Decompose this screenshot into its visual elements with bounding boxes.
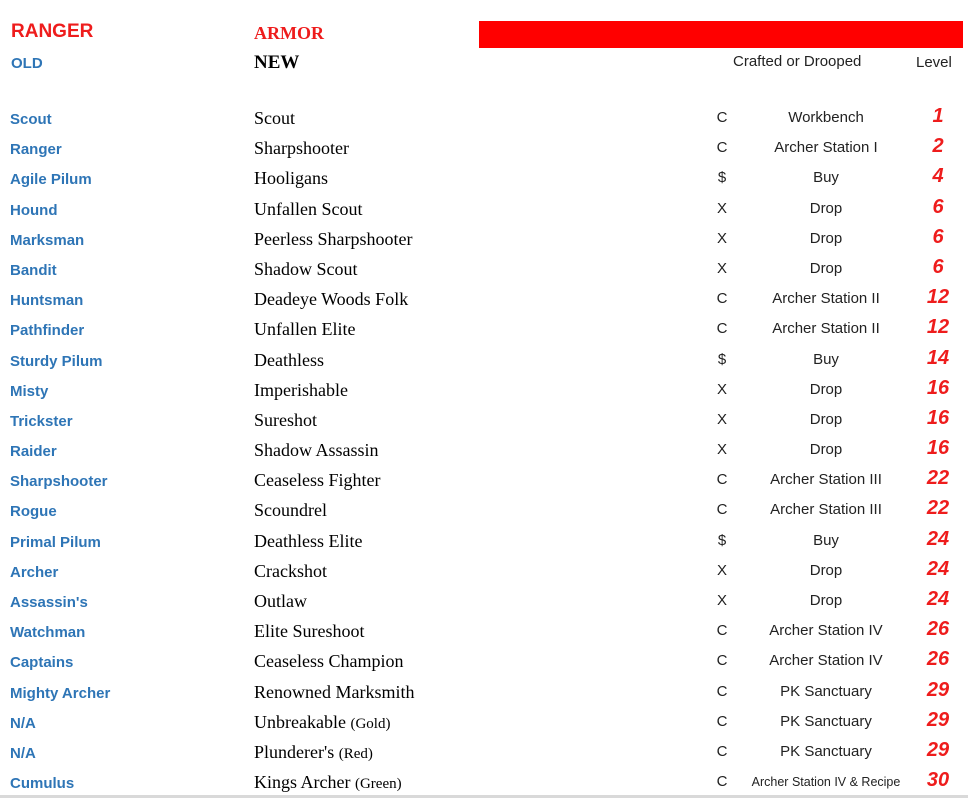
new-name-cell <box>254 772 402 793</box>
table-row <box>0 346 968 376</box>
old-name: Primal Pilum <box>10 533 101 551</box>
acquire-code: X <box>716 380 727 398</box>
new-name: Deathless <box>254 349 324 370</box>
color-variant: (Gold) <box>350 715 391 732</box>
required-level: 22 <box>926 467 950 490</box>
new-name: Imperishable <box>254 379 348 400</box>
new-name-cell <box>254 108 295 129</box>
acquire-source: Archer Station III <box>770 501 882 519</box>
acquire-source: Drop <box>809 229 843 247</box>
acquire-code: X <box>716 199 727 217</box>
table-row <box>0 738 968 768</box>
header-color-bar <box>479 21 963 48</box>
acquire-code: X <box>716 561 727 579</box>
table-row <box>0 617 968 647</box>
required-level: 26 <box>926 648 950 671</box>
table-row <box>0 557 968 587</box>
table-row <box>0 195 968 225</box>
required-level: 4 <box>932 165 944 188</box>
new-name-cell <box>254 229 412 250</box>
acquire-code: C <box>716 682 728 700</box>
new-name-cell <box>254 319 355 340</box>
new-name: Unfallen Scout <box>254 198 363 219</box>
new-name-cell <box>254 380 348 401</box>
required-level: 24 <box>926 527 950 550</box>
acquire-source: Archer Station II <box>772 290 880 308</box>
acquire-source: Archer Station IV & Recipe <box>751 775 901 790</box>
required-level: 6 <box>932 255 944 278</box>
acquire-source: Drop <box>809 199 843 217</box>
new-name-cell <box>254 199 362 220</box>
table-row <box>0 285 968 315</box>
acquire-code: C <box>716 320 728 338</box>
table-row <box>0 315 968 345</box>
new-name-cell <box>254 500 327 521</box>
new-name-cell <box>254 531 362 552</box>
new-name-cell <box>254 410 317 431</box>
new-name-cell <box>254 138 349 159</box>
required-level: 22 <box>926 497 950 520</box>
table-row <box>0 768 968 798</box>
required-level: 1 <box>932 105 944 127</box>
acquire-source: PK Sanctuary <box>780 682 872 700</box>
acquire-source: Buy <box>813 350 839 368</box>
new-name-cell <box>254 350 324 371</box>
old-name: Rogue <box>10 503 57 521</box>
class-title: RANGER <box>11 21 94 42</box>
acquire-code: C <box>716 742 728 760</box>
acquire-source: Archer Station IV <box>769 652 883 670</box>
old-name: Trickster <box>10 412 73 430</box>
required-level: 16 <box>926 376 950 399</box>
table-row <box>0 134 968 164</box>
acquire-source: Archer Station II <box>772 320 880 338</box>
acquire-source: Drop <box>809 561 843 579</box>
old-name: Sturdy Pilum <box>10 352 103 370</box>
table-row <box>0 104 968 134</box>
acquire-code: X <box>716 259 727 277</box>
acquire-code: $ <box>717 531 727 549</box>
acquire-code: C <box>716 109 728 126</box>
required-level: 29 <box>926 738 950 761</box>
required-level: 16 <box>926 437 950 460</box>
acquire-code: C <box>716 501 728 519</box>
acquire-source: Buy <box>813 169 839 187</box>
old-name: Mighty Archer <box>10 684 111 702</box>
old-name: Captains <box>10 654 74 672</box>
acquire-source: Drop <box>809 441 843 459</box>
new-name-cell <box>254 259 358 280</box>
old-name: N/A <box>10 714 36 732</box>
color-variant: (Red) <box>338 745 373 762</box>
old-name: N/A <box>10 744 36 762</box>
new-name: Shadow Scout <box>254 258 358 279</box>
new-name: Scoundrel <box>254 500 327 521</box>
required-level: 12 <box>926 286 950 309</box>
table-row <box>0 587 968 617</box>
new-name: Scout <box>254 108 296 128</box>
acquire-source: Drop <box>809 410 843 428</box>
new-name: Sharpshooter <box>254 138 349 159</box>
acquire-code: C <box>716 773 728 791</box>
new-name-cell <box>254 621 365 642</box>
acquire-code: X <box>716 410 727 428</box>
new-name-cell <box>254 591 307 612</box>
new-name: Unfallen Elite <box>254 319 356 340</box>
old-name: Raider <box>10 443 57 461</box>
required-level: 24 <box>926 557 950 580</box>
section-title: ARMOR <box>254 23 324 43</box>
new-name: Peerless Sharpshooter <box>254 228 413 249</box>
old-name: Huntsman <box>10 292 84 310</box>
new-name-cell <box>254 682 414 703</box>
table-row <box>0 708 968 738</box>
old-name: Hound <box>10 201 58 219</box>
new-name: Deadeye Woods Folk <box>254 289 409 310</box>
new-name: Crackshot <box>254 560 327 581</box>
new-name: Ceaseless Champion <box>254 651 404 672</box>
required-level: 29 <box>926 708 950 731</box>
new-name: Outlaw <box>254 591 307 611</box>
new-name: Deathless Elite <box>254 530 363 551</box>
acquire-source: Drop <box>809 592 843 609</box>
old-name: Archer <box>10 563 59 581</box>
acquire-source: Archer Station IV <box>769 622 883 640</box>
acquire-source: Drop <box>809 259 843 277</box>
armor-table <box>0 104 968 798</box>
new-name: Renowned Marksmith <box>254 681 415 702</box>
old-name: Marksman <box>10 231 85 249</box>
acquire-code: C <box>716 290 728 308</box>
table-row <box>0 376 968 406</box>
table-row <box>0 255 968 285</box>
acquire-source: Archer Station I <box>774 139 878 157</box>
table-row <box>0 496 968 526</box>
new-name-cell <box>254 742 373 763</box>
required-level: 29 <box>926 678 950 701</box>
required-level: 30 <box>926 769 950 792</box>
old-name: Watchman <box>10 624 86 642</box>
old-name: Assassin's <box>10 594 88 611</box>
column-header-old: OLD <box>11 55 43 72</box>
table-row <box>0 466 968 496</box>
old-name: Agile Pilum <box>10 171 92 189</box>
table-row <box>0 678 968 708</box>
table-row <box>0 164 968 194</box>
new-name-cell <box>254 561 327 582</box>
required-level: 14 <box>926 346 950 369</box>
new-name: Sureshot <box>254 409 317 430</box>
acquire-code: C <box>716 652 728 670</box>
new-name: Ceaseless Fighter <box>254 470 381 491</box>
new-name-cell <box>254 289 408 310</box>
acquire-code: X <box>716 592 727 609</box>
column-header-source: Crafted or Drooped <box>733 53 862 70</box>
new-name-cell <box>254 712 390 733</box>
acquire-source: Buy <box>813 531 839 549</box>
table-row <box>0 406 968 436</box>
new-name: Shadow Assassin <box>254 440 379 461</box>
acquire-code: C <box>716 471 728 489</box>
new-name: Plunderer's <box>254 741 339 762</box>
new-name-cell <box>254 168 328 189</box>
new-name: Elite Sureshoot <box>254 621 365 642</box>
required-level: 2 <box>932 135 944 158</box>
acquire-code: X <box>716 441 727 459</box>
required-level: 26 <box>926 618 950 641</box>
required-level: 12 <box>926 316 950 339</box>
acquire-code: $ <box>717 169 727 187</box>
old-name: Pathfinder <box>10 322 85 340</box>
old-name: Sharpshooter <box>10 473 108 491</box>
new-name-cell <box>254 651 403 672</box>
acquire-source: Archer Station III <box>770 471 882 489</box>
new-name: Unbreakable <box>254 711 346 732</box>
table-row <box>0 436 968 466</box>
required-level: 16 <box>926 406 950 429</box>
table-row <box>0 527 968 557</box>
acquire-source: Drop <box>809 380 843 398</box>
required-level: 6 <box>932 195 944 218</box>
acquire-code: X <box>716 229 727 247</box>
old-name: Scout <box>10 111 52 128</box>
new-name-cell <box>254 470 380 491</box>
acquire-source: PK Sanctuary <box>780 712 872 730</box>
required-level: 6 <box>932 225 944 248</box>
old-name: Bandit <box>10 261 57 279</box>
old-name: Ranger <box>10 141 62 159</box>
acquire-source: Workbench <box>788 109 864 126</box>
acquire-code: C <box>716 712 728 730</box>
new-name: Kings Archer <box>254 772 351 793</box>
acquire-code: C <box>716 139 728 157</box>
new-name-cell <box>254 440 379 461</box>
old-name: Cumulus <box>10 775 75 793</box>
table-row <box>0 225 968 255</box>
column-header-level: Level <box>916 54 952 71</box>
acquire-code: $ <box>717 350 727 368</box>
table-row <box>0 647 968 677</box>
acquire-source: PK Sanctuary <box>780 742 872 760</box>
required-level: 24 <box>926 588 950 610</box>
acquire-code: C <box>716 622 728 640</box>
column-header-new: NEW <box>254 52 300 73</box>
new-name: Hooligans <box>254 168 328 189</box>
old-name: Misty <box>10 382 49 400</box>
color-variant: (Green) <box>354 776 402 793</box>
